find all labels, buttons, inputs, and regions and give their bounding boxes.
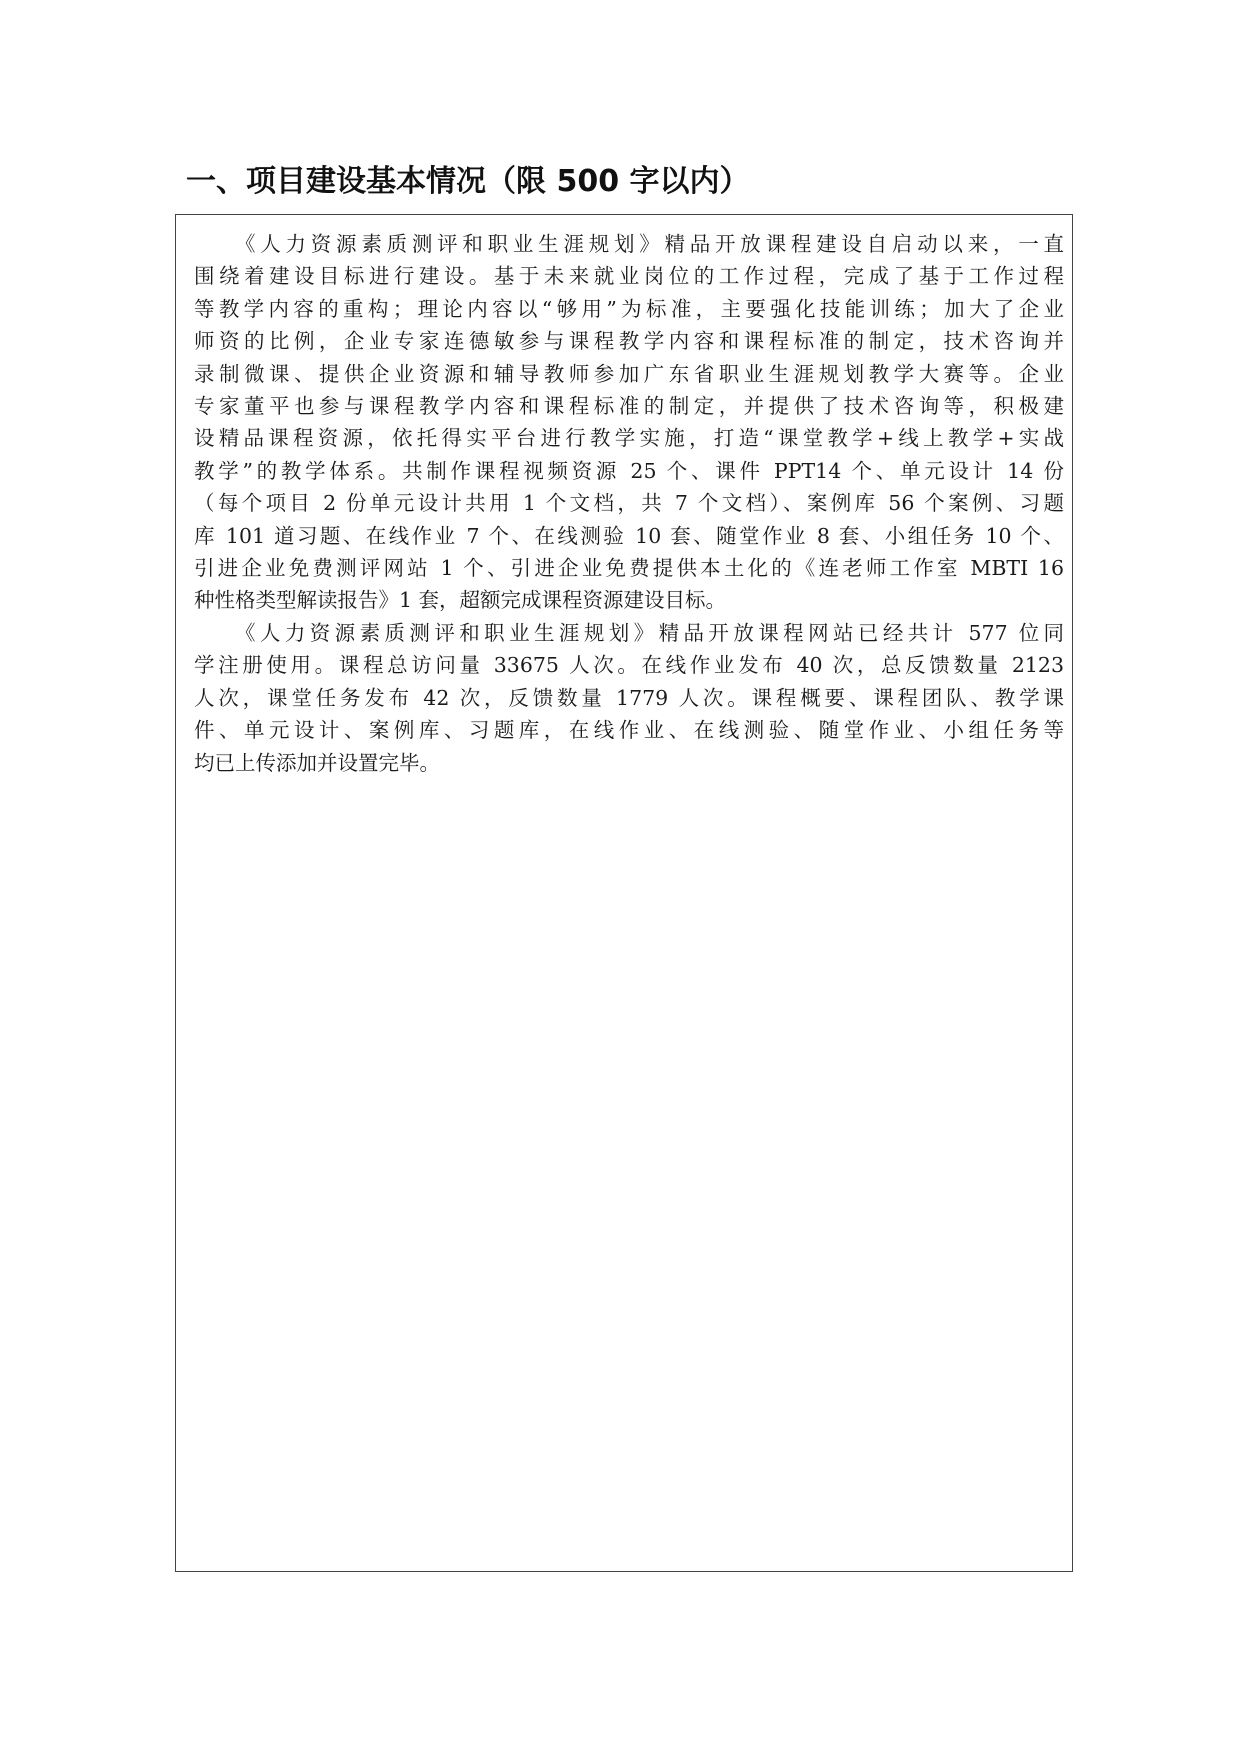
- paragraph-line: 专家董平也参与课程教学内容和课程标准的制定，并提供了技术咨询等，积极建: [194, 394, 1064, 419]
- paragraph-line: 种性格类型解读报告》1 套，超额完成课程资源建设目标。: [194, 588, 727, 613]
- paragraph-line: 师资的比例，企业专家连德敏参与课程教学内容和课程标准的制定，技术咨询并: [194, 329, 1064, 354]
- paragraph-line: 《人力资源素质测评和职业生涯规划》精品开放课程建设自启动以来，一直: [235, 232, 1064, 256]
- paragraph-line: 学注册使用。课程总访问量 33675 人次。在线作业发布 40 次，总反馈数量 2123: [194, 653, 1064, 678]
- paragraph-line: 均已上传添加并设置完毕。: [194, 750, 440, 775]
- paragraph-line: 引进企业免费测评网站 1 个、引进企业免费提供本土化的《连老师工作室 MBTI 16: [194, 556, 1064, 581]
- paragraph-1: [194, 228, 1064, 617]
- section-title: 一、项目建设基本情况（限 500 字以内）: [186, 164, 750, 199]
- paragraph-line: 录制微课、提供企业资源和辅导教师参加广东省职业生涯规划教学大赛等。企业: [194, 361, 1064, 386]
- paragraph-2: [194, 617, 1064, 779]
- paragraph-line: （每个项目 2 份单元设计共用 1 个文档，共 7 个文档）、案例库 56 个案例、习题: [194, 491, 1064, 516]
- paragraph-line: 《人力资源素质测评和职业生涯规划》精品开放课程网站已经共计 577 位同: [235, 621, 1064, 645]
- paragraph-line: 等教学内容的重构；理论内容以“够用”为标准，主要强化技能训练；加大了企业: [194, 296, 1064, 321]
- paragraph-line: 库 101 道习题、在线作业 7 个、在线测验 10 套、随堂作业 8 套、小组任务 10 个、: [194, 523, 1064, 548]
- paragraph-line: 件、单元设计、案例库、习题库，在线作业、在线测验、随堂作业、小组任务等: [194, 718, 1064, 743]
- paragraph-line: 教学”的教学体系。共制作课程视频资源 25 个、课件 PPT14 个、单元设计 14 份: [194, 458, 1064, 483]
- paragraph-line: 围绕着建设目标进行建设。基于未来就业岗位的工作过程，完成了基于工作过程: [194, 264, 1064, 289]
- paragraph-line: 人次，课堂任务发布 42 次，反馈数量 1779 人次。课程概要、课程团队、教学课: [194, 685, 1064, 710]
- paragraph-line: 设精品课程资源，依托得实平台进行教学实施，打造“课堂教学+线上教学+实战: [194, 426, 1064, 451]
- content-box: [175, 214, 1073, 1572]
